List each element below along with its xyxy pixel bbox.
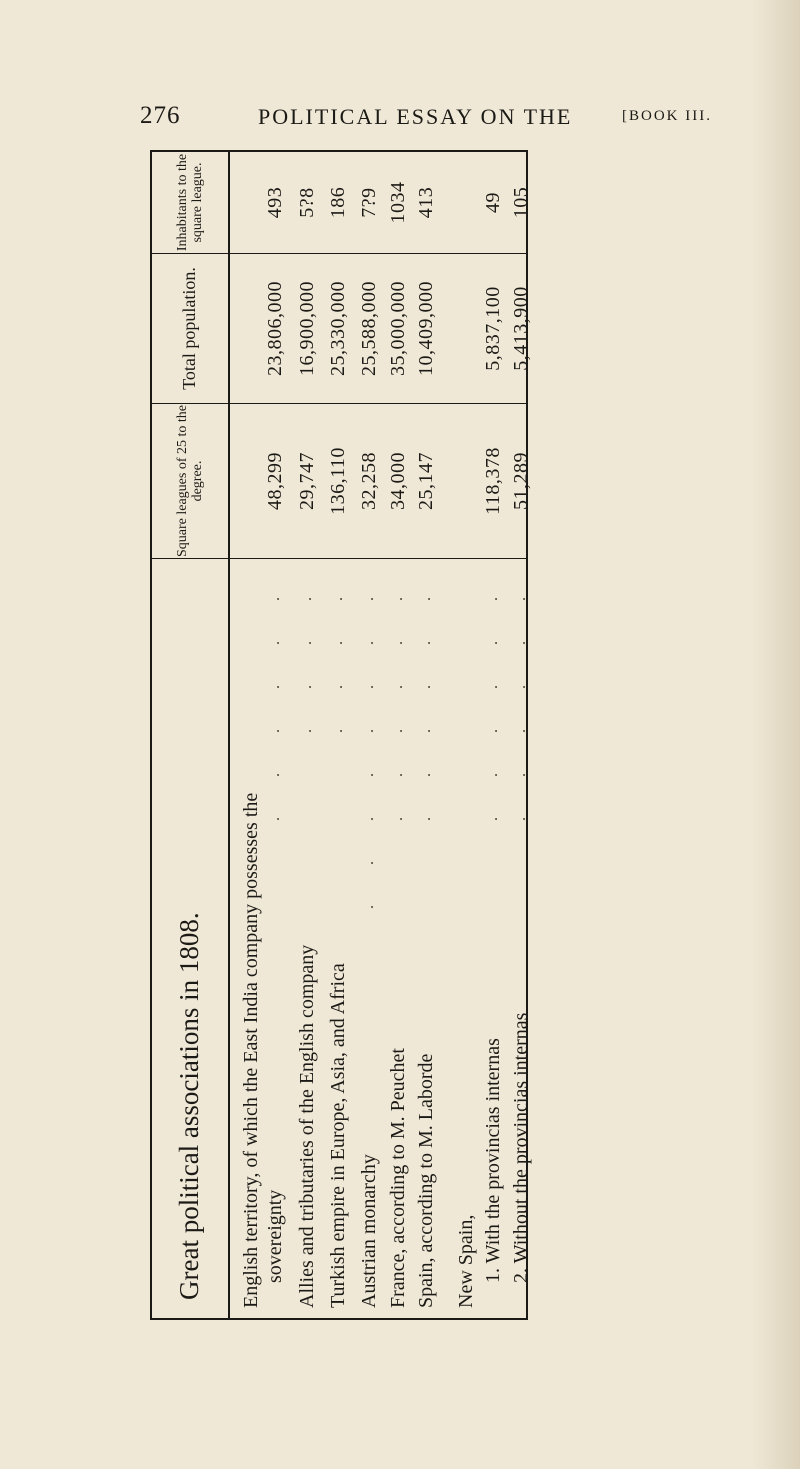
- table-row-label: Austrian monarchy . . . . . . . .: [358, 579, 380, 1308]
- table-cell: 25,330,000: [327, 281, 349, 376]
- column-total-population: [230, 253, 532, 403]
- running-head: POLITICAL ESSAY ON THE: [258, 104, 573, 129]
- table-row-label: France, according to M. Peuchet . . . . . .: [387, 579, 409, 1308]
- table-cell: 25,147: [415, 452, 437, 510]
- table-cell: 5?8: [296, 187, 318, 218]
- rotated-table-frame: [150, 150, 532, 1320]
- table-cell: 34,000: [387, 452, 409, 510]
- book-reference: [BOOK III.: [622, 108, 712, 124]
- table-row-label: New Spain,: [455, 1214, 477, 1308]
- table-row-label: 2. Without the provincias internas . . . . . .: [510, 579, 532, 1283]
- table-cell: 7?9: [358, 187, 380, 218]
- table-cell: 136,110: [327, 447, 349, 515]
- table-row-label: sovereignty . . . . . .: [264, 579, 286, 1283]
- table-cell: 51,289: [510, 452, 532, 510]
- table-cell: 5,413,900: [510, 286, 532, 371]
- table-cell: 35,000,000: [387, 281, 409, 376]
- table-cell: 29,747: [296, 452, 318, 510]
- table-cell: 186: [327, 186, 349, 219]
- table-cell: 1034: [387, 181, 409, 224]
- table-cell: 5,837,100: [482, 286, 504, 371]
- table-cell: 48,299: [264, 452, 286, 510]
- table-cell: 32,258: [358, 452, 380, 510]
- table-row-label: 1. With the provincias internas . . . . . .: [482, 579, 504, 1283]
- table-row-label: Allies and tributaries of the English company . . . .: [296, 579, 318, 1308]
- page-number: 276: [140, 102, 181, 129]
- table-cell: 413: [415, 186, 437, 219]
- table-cell: 10,409,000: [415, 281, 437, 376]
- table-row-label: Spain, according to M. Laborde . . . . . .: [415, 579, 437, 1308]
- table-cell: 49: [482, 192, 504, 213]
- header-total-population: Total population.: [152, 253, 230, 403]
- table-cell: 118,378: [482, 447, 504, 515]
- column-square-leagues: [230, 403, 532, 558]
- table-cell: 493: [264, 186, 286, 219]
- table-cell: 105: [510, 186, 532, 219]
- header-square-leagues: Square leagues of 25 to the degree.: [152, 403, 230, 558]
- statistics-table: [150, 150, 532, 1320]
- page-edge-shadow: [752, 0, 800, 1469]
- table-row-label: English territory, of which the East India company possesses the: [240, 792, 262, 1308]
- table-row-label: Turkish empire in Europe, Asia, and Africa . . . .: [327, 579, 349, 1308]
- column-associations: [230, 558, 532, 1318]
- header-inhabitants: Inhabitants to the square league.: [152, 152, 230, 253]
- header-associations: Great political associations in 1808.: [152, 558, 230, 1318]
- table-cell: 16,900,000: [296, 281, 318, 376]
- table-cell: 23,806,000: [264, 281, 286, 376]
- table-cell: 25,588,000: [358, 281, 380, 376]
- page-header: [0, 100, 800, 140]
- column-inhabitants: [230, 152, 532, 253]
